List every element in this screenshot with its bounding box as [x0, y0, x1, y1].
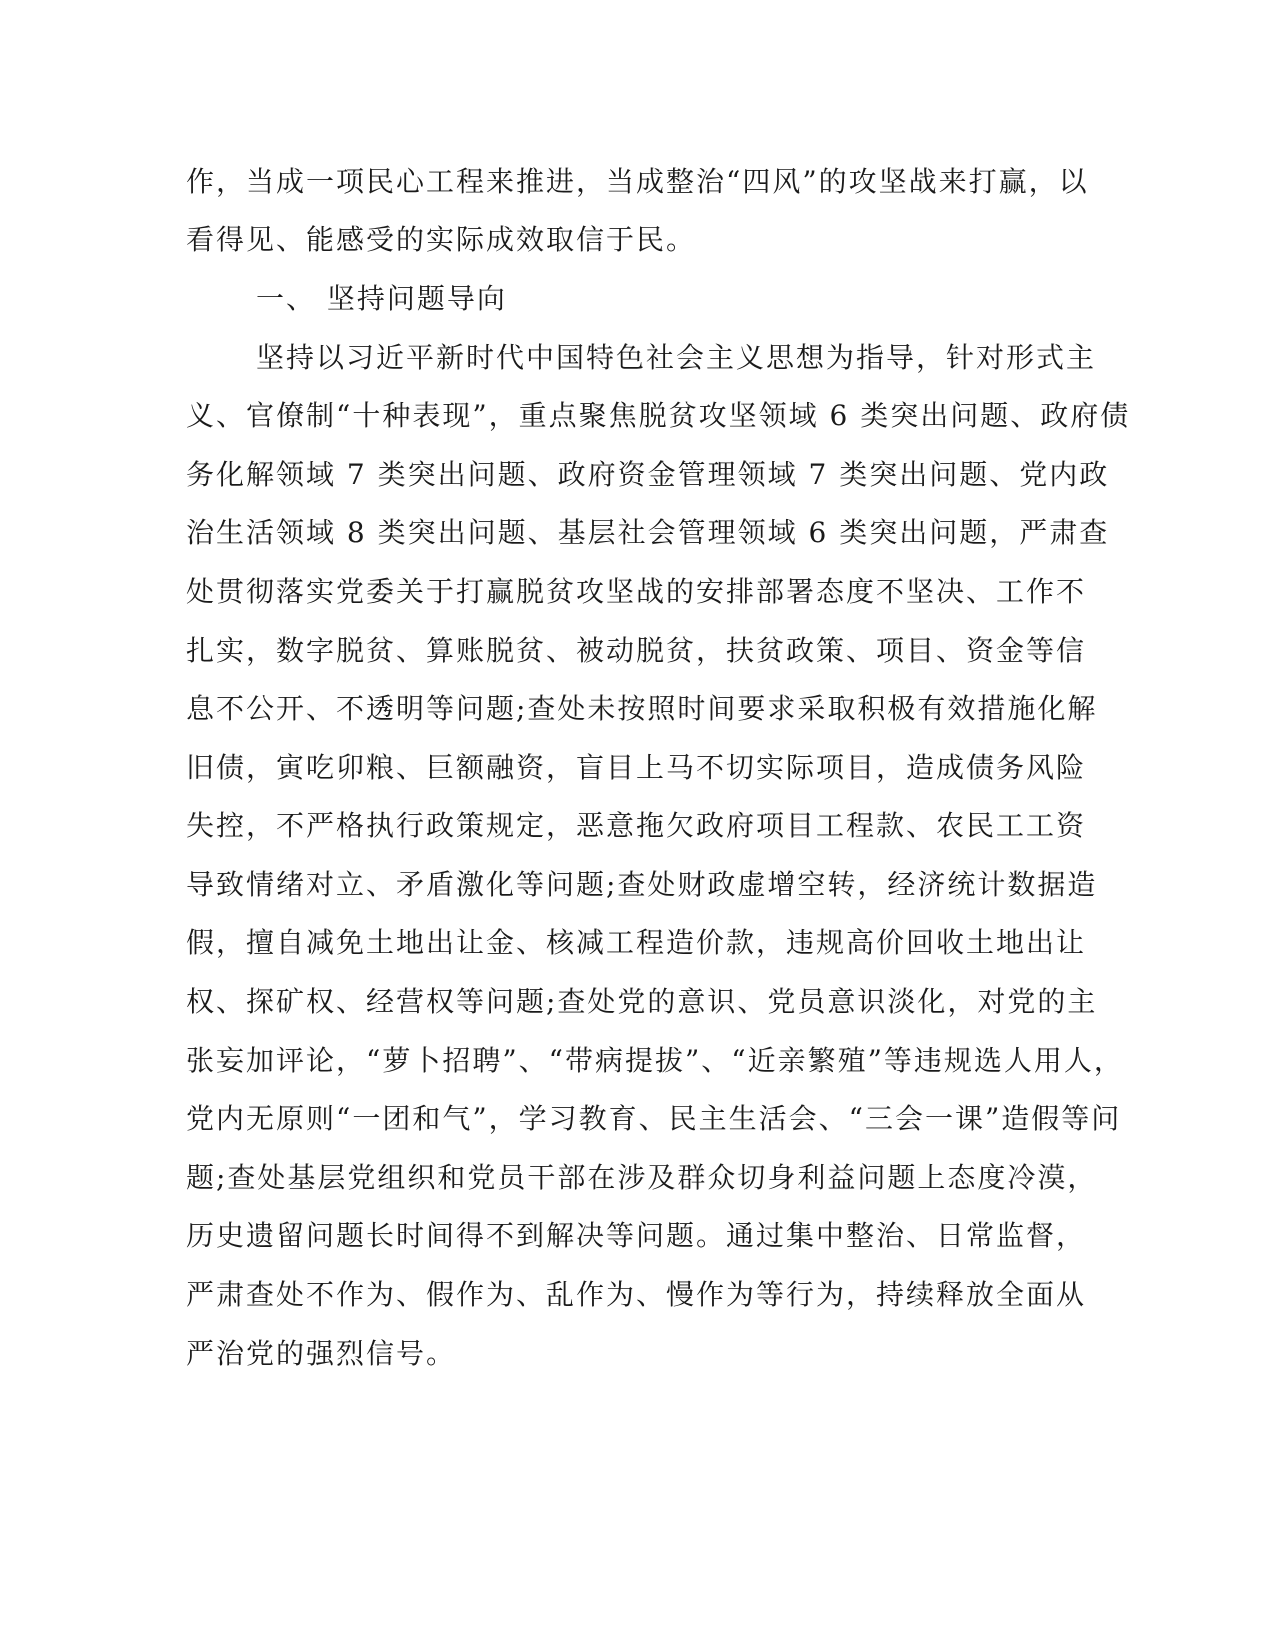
intro-line-1: 作，当成一项民心工程来推进，当成整治“四风”的攻坚战来打赢，以 [186, 165, 1089, 198]
body-line-14: 党内无原则“一团和气”，学习教育、民主生活会、“三会一课”造假等问 [186, 1102, 1122, 1135]
body-line-3: 务化解领域 7 类突出问题、政府资金管理领域 7 类突出问题、党内政 [186, 458, 1110, 491]
body-line-4: 治生活领域 8 类突出问题、基层社会管理领域 6 类突出问题，严肃查 [186, 516, 1110, 549]
body-line-2: 义、官僚制“十种表现”，重点聚焦脱贫攻坚领域 6 类突出问题、政府债 [186, 399, 1131, 432]
body-line-7: 息不公开、不透明等问题;查处未按照时间要求采取积极有效措施化解 [186, 692, 1098, 725]
body-line-16: 历史遗留问题长时间得不到解决等问题。通过集中整治、日常监督， [186, 1219, 1087, 1252]
body-line-15: 题;查处基层党组织和党员干部在涉及群众切身利益问题上态度冷漠， [186, 1161, 1098, 1194]
body-line-1: 坚持以习近平新时代中国特色社会主义思想为指导，针对形式主 [256, 341, 1097, 374]
section-heading: 一、 坚持问题导向 [256, 282, 507, 315]
body-line-17: 严肃查处不作为、假作为、乱作为、慢作为等行为，持续释放全面从 [186, 1278, 1087, 1311]
intro-line-2: 看得见、能感受的实际成效取信于民。 [186, 223, 697, 256]
body-line-8: 旧债，寅吃卯粮、巨额融资，盲目上马不切实际项目，造成债务风险 [186, 751, 1087, 784]
body-line-5: 处贯彻落实党委关于打赢脱贫攻坚战的安排部署态度不坚决、工作不 [186, 575, 1087, 608]
body-line-13: 张妄加评论，“萝卜招聘”、“带病提拔”、“近亲繁殖”等违规选人用人， [186, 1044, 1124, 1077]
body-line-10: 导致情绪对立、矛盾激化等问题;查处财政虚增空转，经济统计数据造 [186, 868, 1098, 901]
body-line-12: 权、探矿权、经营权等问题;查处党的意识、党员意识淡化，对党的主 [186, 985, 1098, 1018]
body-line-9: 失控，不严格执行政策规定，恶意拖欠政府项目工程款、农民工工资 [186, 809, 1087, 842]
body-line-18: 严治党的强烈信号。 [186, 1337, 457, 1370]
body-line-6: 扎实，数字脱贫、算账脱贫、被动脱贫，扶贫政策、项目、资金等信 [186, 634, 1087, 667]
body-line-11: 假，擅自减免土地出让金、核减工程造价款，违规高价回收土地出让 [186, 926, 1087, 959]
